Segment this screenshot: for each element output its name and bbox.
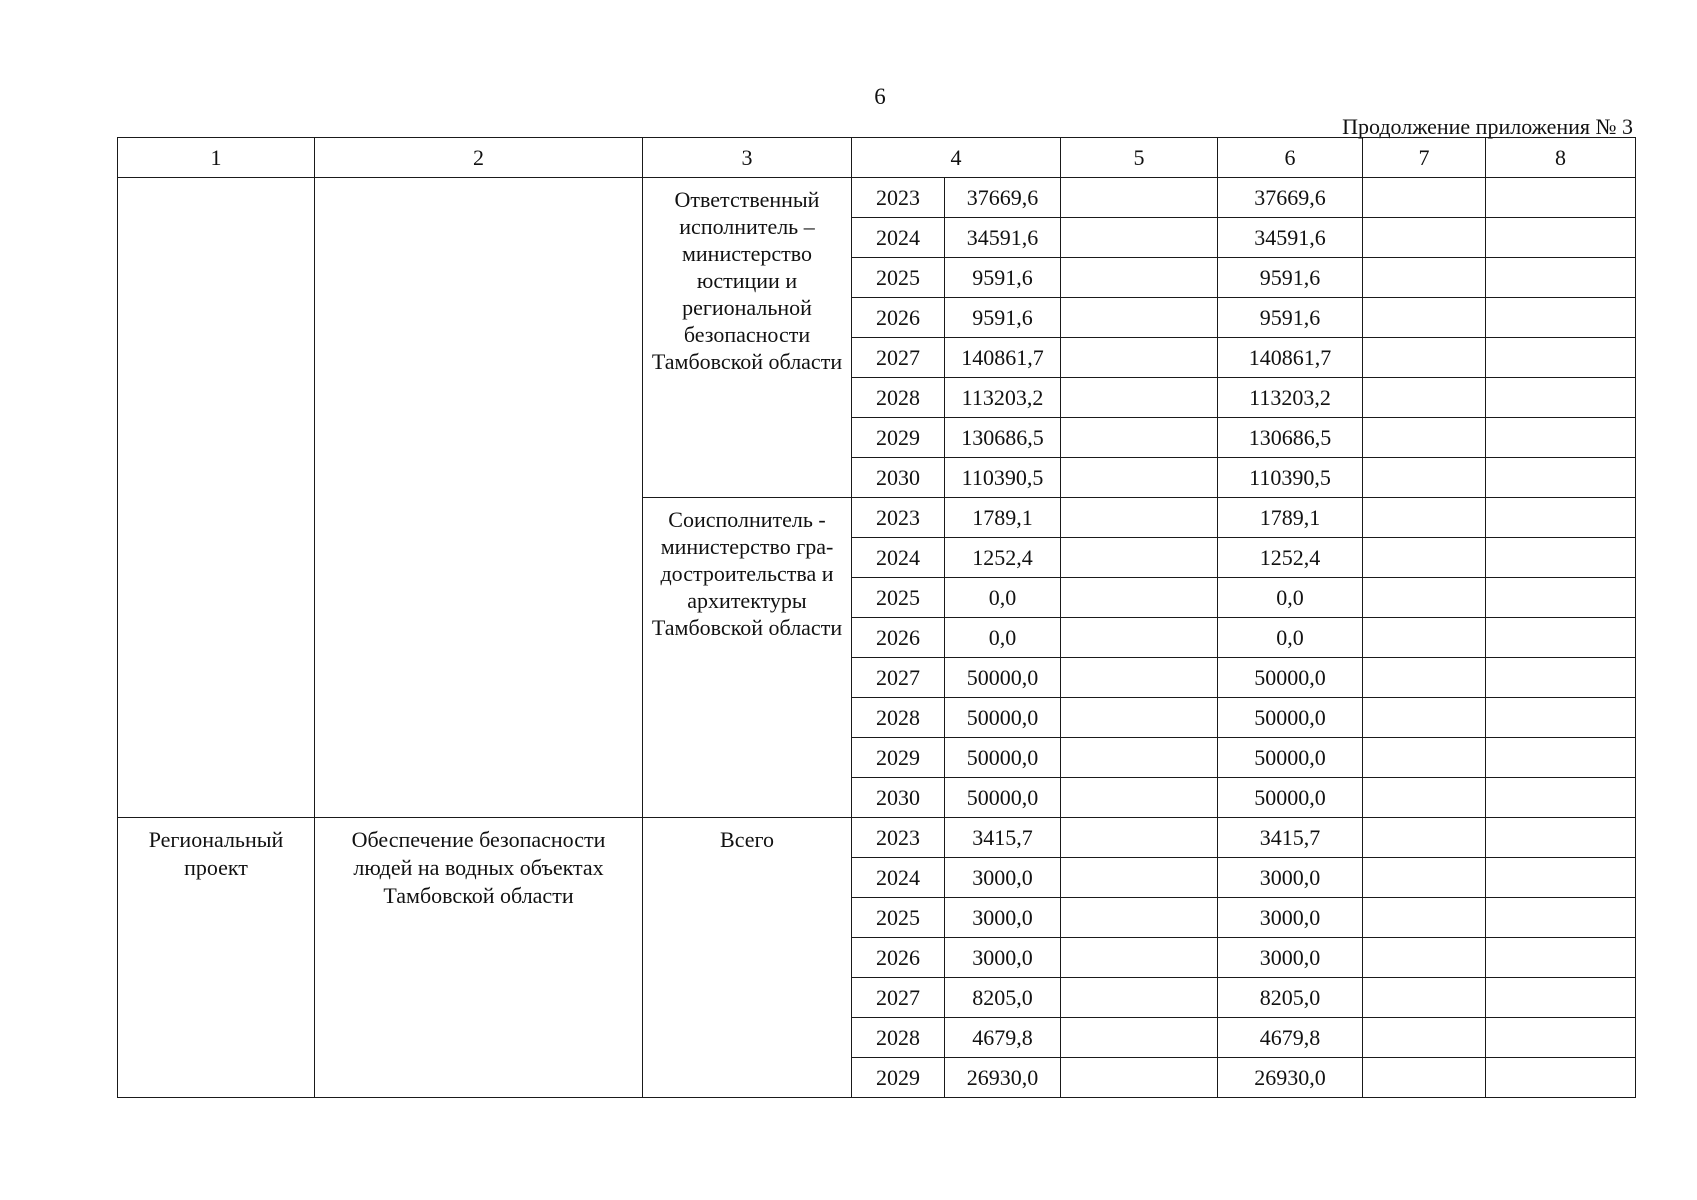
cell-col8	[1486, 498, 1636, 538]
cell-total: 50000,0	[945, 698, 1061, 738]
cell-col5	[1061, 738, 1218, 778]
cell-col8	[1486, 898, 1636, 938]
cell-year: 2029	[852, 1058, 945, 1098]
cell-total: 9591,6	[945, 258, 1061, 298]
cell-col7	[1363, 618, 1486, 658]
cell-total: 26930,0	[945, 1058, 1061, 1098]
executor-label: Соисполнитель - министерство гра-достроительства и архитектуры Тамбовской области	[643, 498, 852, 818]
cell-col6: 50000,0	[1218, 658, 1363, 698]
cell-col7	[1363, 698, 1486, 738]
cell-total: 3000,0	[945, 858, 1061, 898]
cell-col8	[1486, 218, 1636, 258]
cell-year: 2026	[852, 298, 945, 338]
cell-col7	[1363, 1058, 1486, 1098]
cell-total: 3000,0	[945, 938, 1061, 978]
page-number: 6	[874, 84, 886, 109]
project-name: Обеспечение безопасности людей на водных объектах Тамбовской области	[315, 818, 643, 1098]
cell-year: 2025	[852, 258, 945, 298]
cell-col5	[1061, 178, 1218, 218]
cell-col6: 50000,0	[1218, 778, 1363, 818]
cell-total: 50000,0	[945, 778, 1061, 818]
cell-col8	[1486, 698, 1636, 738]
cell-total: 113203,2	[945, 378, 1061, 418]
cell-col5	[1061, 578, 1218, 618]
cell-col7	[1363, 738, 1486, 778]
executor-label: Ответственный исполнитель – министерство юстиции и региональной безопасности Тамбовской области	[643, 178, 852, 498]
cell-col5	[1061, 458, 1218, 498]
cell-col6: 9591,6	[1218, 258, 1363, 298]
header-col-7: 7	[1363, 138, 1486, 178]
cell-col5	[1061, 898, 1218, 938]
cell-col7	[1363, 1018, 1486, 1058]
cell-col7	[1363, 978, 1486, 1018]
table-row	[118, 178, 1636, 218]
cell-col5	[1061, 378, 1218, 418]
header-col-1: 1	[118, 138, 315, 178]
cell-total: 37669,6	[945, 178, 1061, 218]
cell-col7	[1363, 258, 1486, 298]
cell-col8	[1486, 578, 1636, 618]
cell-year: 2023	[852, 498, 945, 538]
cell-col7	[1363, 858, 1486, 898]
cell-col5	[1061, 498, 1218, 538]
cell-col8	[1486, 538, 1636, 578]
cell-total: 140861,7	[945, 338, 1061, 378]
header-col-4: 4	[852, 138, 1061, 178]
header-col-2: 2	[315, 138, 643, 178]
cell-col7	[1363, 298, 1486, 338]
cell-col8	[1486, 338, 1636, 378]
group-a-col2	[315, 178, 643, 818]
cell-year: 2030	[852, 458, 945, 498]
cell-col8	[1486, 858, 1636, 898]
cell-year: 2027	[852, 658, 945, 698]
cell-col5	[1061, 258, 1218, 298]
cell-total: 1252,4	[945, 538, 1061, 578]
cell-total: 130686,5	[945, 418, 1061, 458]
cell-col6: 0,0	[1218, 578, 1363, 618]
cell-col7	[1363, 418, 1486, 458]
cell-col8	[1486, 738, 1636, 778]
cell-year: 2024	[852, 538, 945, 578]
cell-year: 2029	[852, 738, 945, 778]
cell-year: 2026	[852, 938, 945, 978]
cell-col7	[1363, 378, 1486, 418]
executor-label: Всего	[643, 818, 852, 1098]
cell-year: 2025	[852, 898, 945, 938]
cell-col5	[1061, 778, 1218, 818]
cell-year: 2024	[852, 218, 945, 258]
cell-col7	[1363, 578, 1486, 618]
cell-col6: 4679,8	[1218, 1018, 1363, 1058]
cell-col7	[1363, 498, 1486, 538]
cell-year: 2028	[852, 698, 945, 738]
cell-col6: 3000,0	[1218, 898, 1363, 938]
header-col-8: 8	[1486, 138, 1636, 178]
cell-total: 0,0	[945, 578, 1061, 618]
cell-total: 1789,1	[945, 498, 1061, 538]
cell-col6: 50000,0	[1218, 698, 1363, 738]
cell-year: 2025	[852, 578, 945, 618]
cell-col5	[1061, 818, 1218, 858]
cell-col7	[1363, 938, 1486, 978]
cell-col5	[1061, 698, 1218, 738]
cell-col5	[1061, 418, 1218, 458]
cell-col7	[1363, 538, 1486, 578]
cell-total: 34591,6	[945, 218, 1061, 258]
cell-col5	[1061, 218, 1218, 258]
continuation-note: Продолжение приложения № 3	[1342, 114, 1633, 139]
cell-total: 0,0	[945, 618, 1061, 658]
cell-col8	[1486, 1058, 1636, 1098]
financing-table	[117, 137, 1636, 1098]
cell-total: 8205,0	[945, 978, 1061, 1018]
cell-col6: 140861,7	[1218, 338, 1363, 378]
cell-col6: 37669,6	[1218, 178, 1363, 218]
cell-col5	[1061, 338, 1218, 378]
cell-col7	[1363, 658, 1486, 698]
cell-year: 2024	[852, 858, 945, 898]
cell-year: 2026	[852, 618, 945, 658]
cell-col7	[1363, 178, 1486, 218]
header-col-5: 5	[1061, 138, 1218, 178]
cell-col8	[1486, 618, 1636, 658]
header-col-6: 6	[1218, 138, 1363, 178]
cell-total: 3000,0	[945, 898, 1061, 938]
table-row	[118, 818, 1636, 858]
cell-col6: 3415,7	[1218, 818, 1363, 858]
cell-col8	[1486, 418, 1636, 458]
cell-col6: 9591,6	[1218, 298, 1363, 338]
cell-col8	[1486, 258, 1636, 298]
cell-col8	[1486, 978, 1636, 1018]
cell-year: 2030	[852, 778, 945, 818]
cell-total: 50000,0	[945, 738, 1061, 778]
cell-year: 2023	[852, 818, 945, 858]
cell-col6: 3000,0	[1218, 858, 1363, 898]
header-row	[118, 138, 1636, 178]
cell-col5	[1061, 978, 1218, 1018]
cell-total: 4679,8	[945, 1018, 1061, 1058]
cell-col6: 1252,4	[1218, 538, 1363, 578]
cell-col5	[1061, 618, 1218, 658]
cell-col6: 1789,1	[1218, 498, 1363, 538]
cell-col5	[1061, 298, 1218, 338]
cell-col8	[1486, 778, 1636, 818]
cell-col8	[1486, 818, 1636, 858]
cell-col8	[1486, 1018, 1636, 1058]
cell-col8	[1486, 458, 1636, 498]
cell-year: 2027	[852, 338, 945, 378]
table-body	[118, 178, 1636, 1098]
cell-col5	[1061, 658, 1218, 698]
cell-year: 2027	[852, 978, 945, 1018]
cell-col7	[1363, 338, 1486, 378]
cell-col7	[1363, 458, 1486, 498]
cell-col7	[1363, 898, 1486, 938]
cell-year: 2028	[852, 1018, 945, 1058]
cell-col6: 50000,0	[1218, 738, 1363, 778]
cell-total: 9591,6	[945, 298, 1061, 338]
cell-col6: 130686,5	[1218, 418, 1363, 458]
cell-col6: 110390,5	[1218, 458, 1363, 498]
cell-col6: 26930,0	[1218, 1058, 1363, 1098]
cell-col8	[1486, 178, 1636, 218]
cell-col6: 8205,0	[1218, 978, 1363, 1018]
cell-col6: 34591,6	[1218, 218, 1363, 258]
header-col-3: 3	[643, 138, 852, 178]
cell-year: 2028	[852, 378, 945, 418]
cell-col6: 113203,2	[1218, 378, 1363, 418]
cell-col5	[1061, 1018, 1218, 1058]
cell-col7	[1363, 818, 1486, 858]
cell-col5	[1061, 858, 1218, 898]
cell-year: 2029	[852, 418, 945, 458]
group-a-col1	[118, 178, 315, 818]
cell-col6: 3000,0	[1218, 938, 1363, 978]
cell-col8	[1486, 378, 1636, 418]
cell-total: 110390,5	[945, 458, 1061, 498]
cell-col8	[1486, 938, 1636, 978]
cell-col7	[1363, 778, 1486, 818]
cell-col5	[1061, 538, 1218, 578]
project-type: Региональный проект	[118, 818, 315, 1098]
cell-total: 50000,0	[945, 658, 1061, 698]
cell-col5	[1061, 1058, 1218, 1098]
cell-col5	[1061, 938, 1218, 978]
cell-col6: 0,0	[1218, 618, 1363, 658]
cell-col8	[1486, 298, 1636, 338]
cell-total: 3415,7	[945, 818, 1061, 858]
cell-col7	[1363, 218, 1486, 258]
cell-col8	[1486, 658, 1636, 698]
cell-year: 2023	[852, 178, 945, 218]
